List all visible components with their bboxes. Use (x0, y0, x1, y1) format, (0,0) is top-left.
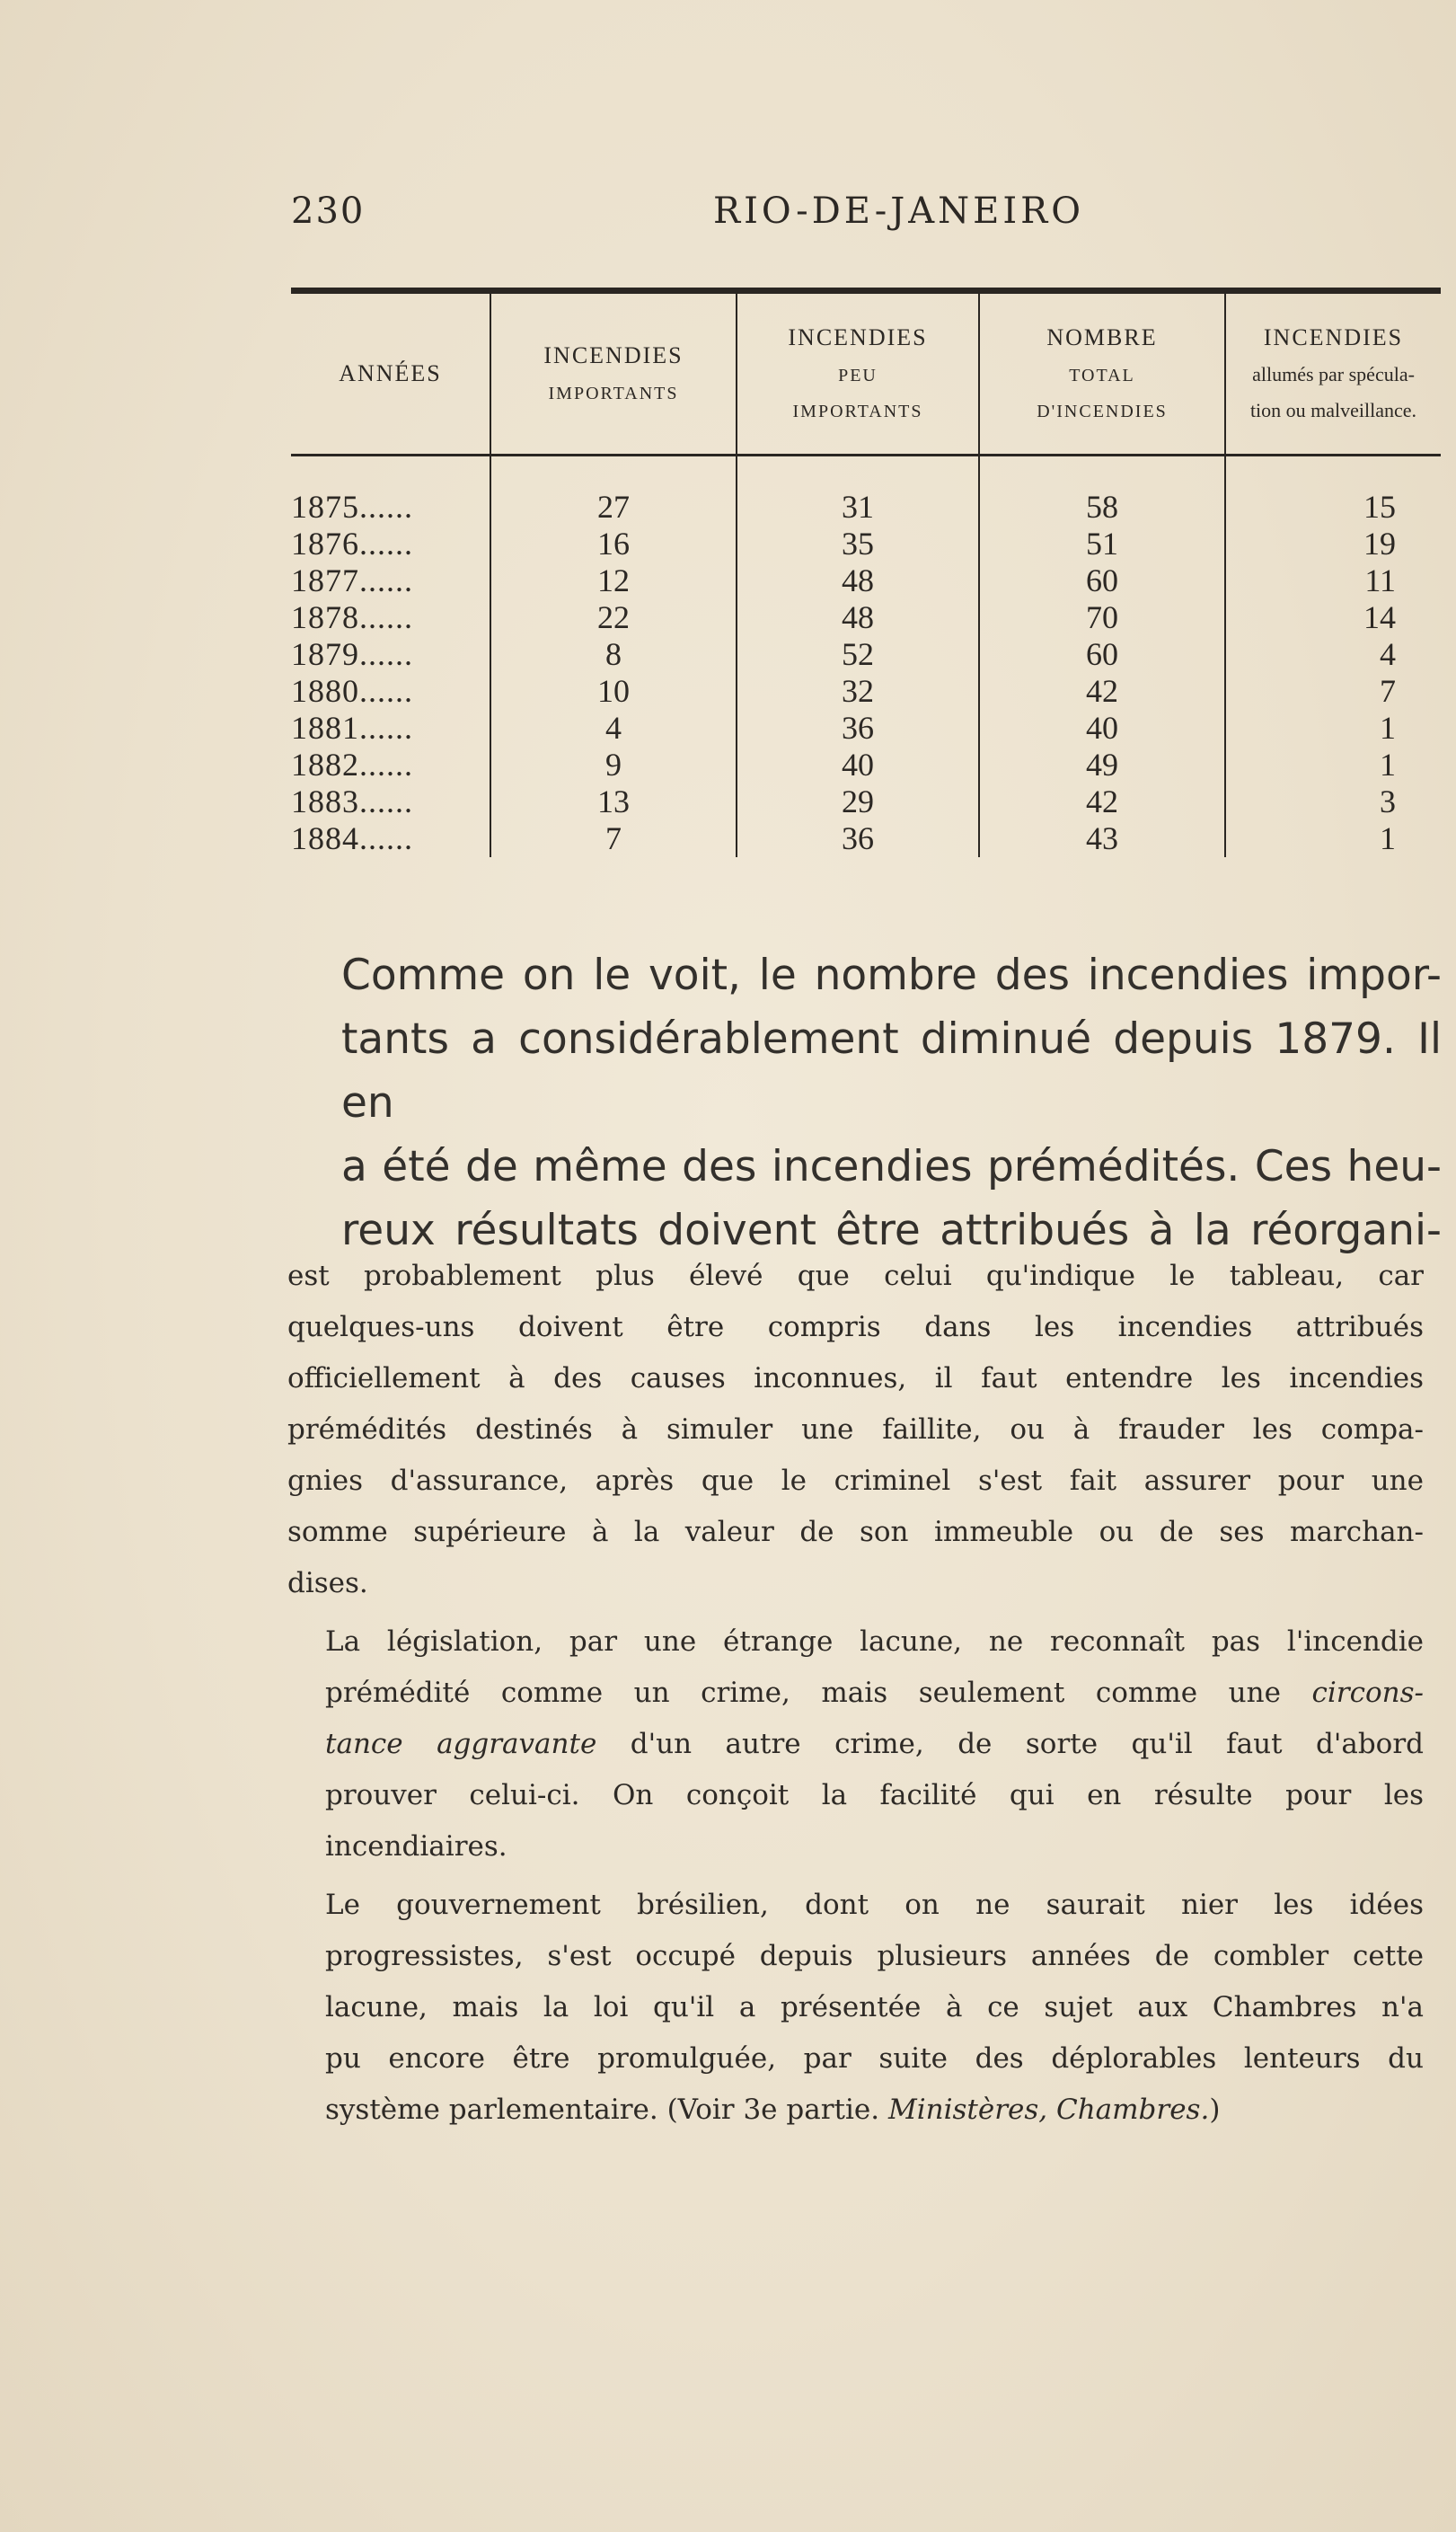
year-cell: 1880...... (291, 673, 413, 709)
table-row (291, 747, 1441, 784)
arson-fires-cell: 1 (1225, 710, 1441, 747)
footnote-line: officiellement à des causes inconnues, il faut entendre les incendies (287, 1362, 1424, 1394)
major-fires-cell: 16 (490, 526, 737, 562)
lead-line: a été de même des incendies prémédités. Ces heu- (341, 1142, 1442, 1191)
footnote-italic: Ministères, Chambres. (887, 2094, 1210, 2126)
major-fires-cell: 7 (490, 820, 737, 857)
arson-fires-cell: 3 (1225, 784, 1441, 820)
total-fires-cell: 40 (979, 710, 1225, 747)
arson-fires-cell: 11 (1225, 562, 1441, 599)
year-cell: 1875...... (291, 489, 413, 525)
header-major-fires: INCENDIES IMPORTANTS (490, 294, 737, 456)
table-body (291, 456, 1441, 858)
fires-table-wrapper (291, 288, 1441, 857)
year-cell: 1883...... (291, 784, 413, 819)
footnote-line: pu encore être promulguée, par suite des déplorables lenteurs du (325, 2042, 1424, 2075)
minor-fires-cell: 32 (737, 673, 979, 710)
table-row (291, 636, 1441, 673)
table-row (291, 710, 1441, 747)
table-top-rule (291, 288, 1441, 294)
arson-fires-cell: 7 (1225, 673, 1441, 710)
footnote-text: prémédité comme un crime, mais seulement comme une (325, 1677, 1281, 1709)
total-fires-cell: 60 (979, 636, 1225, 673)
total-fires-cell: 58 (979, 489, 1225, 526)
arson-fires-cell: 1 (1225, 747, 1441, 784)
total-fires-cell: 49 (979, 747, 1225, 784)
total-fires-cell: 42 (979, 784, 1225, 820)
footnote-line: gnies d'assurance, après que le criminel s'est fait assurer pour une (287, 1465, 1424, 1497)
total-fires-cell: 43 (979, 820, 1225, 857)
minor-fires-cell: 31 (737, 489, 979, 526)
page-number: 230 (291, 190, 366, 232)
header-arson-fires: INCENDIES allumés par spécula- tion ou malveillance. (1225, 294, 1441, 456)
major-fires-cell: 12 (490, 562, 737, 599)
major-fires-cell: 9 (490, 747, 737, 784)
table-spacer-row (291, 456, 1441, 490)
footnote-text: d'un autre crime, de sorte qu'il faut d'abord (630, 1728, 1424, 1760)
major-fires-cell: 13 (490, 784, 737, 820)
minor-fires-cell: 36 (737, 710, 979, 747)
arson-fires-cell: 19 (1225, 526, 1441, 562)
footnote-paragraph-3 (287, 1880, 1424, 2136)
footnote-line: est probablement plus élevé que celui qu'indique le tableau, car (287, 1260, 1424, 1292)
running-title: RIO-DE-JANEIRO (713, 190, 1085, 232)
footnote-line: Le gouvernement brésilien, dont on ne saurait nier les idées (325, 1889, 1424, 1921)
footnotes (287, 1251, 1424, 2143)
year-cell: 1878...... (291, 599, 413, 635)
header-minor-fires: INCENDIES PEU IMPORTANTS (737, 294, 979, 456)
footnote-line: prémédités destinés à simuler une faillite, ou à frauder les compa- (287, 1413, 1424, 1446)
lead-line: reux résultats doivent être attribués à la réorgani- (341, 1206, 1442, 1255)
major-fires-cell: 8 (490, 636, 737, 673)
minor-fires-cell: 48 (737, 562, 979, 599)
page-header (291, 190, 1441, 244)
minor-fires-cell: 52 (737, 636, 979, 673)
footnote-line: quelques-uns doivent être compris dans les incendies attribués (287, 1311, 1424, 1343)
lead-line: tants a considérablement diminué depuis 1879. Il en (341, 1014, 1442, 1128)
footnote-line (287, 1616, 1424, 1668)
year-cell: 1881...... (291, 710, 413, 746)
year-cell: 1884...... (291, 820, 413, 856)
footnote-paragraph-1 (287, 1251, 1424, 1609)
minor-fires-cell: 48 (737, 599, 979, 636)
table-row (291, 784, 1441, 820)
footnote-text: système parlementaire. (Voir 3e partie. (325, 2094, 880, 2126)
footnote-italic: tance aggravante (325, 1728, 597, 1760)
arson-fires-cell: 15 (1225, 489, 1441, 526)
minor-fires-cell: 35 (737, 526, 979, 562)
table-row (291, 673, 1441, 710)
table-row (291, 562, 1441, 599)
fires-statistics-table (291, 294, 1441, 857)
major-fires-cell: 4 (490, 710, 737, 747)
total-fires-cell: 60 (979, 562, 1225, 599)
total-fires-cell: 70 (979, 599, 1225, 636)
footnote-line: dises. (287, 1567, 368, 1599)
minor-fires-cell: 29 (737, 784, 979, 820)
footnote-line: lacune, mais la loi qu'il a présentée à ce sujet aux Chambres n'a (325, 1991, 1424, 2023)
footnote-line (287, 2085, 1424, 2136)
table-row (291, 489, 1441, 526)
arson-fires-cell: 4 (1225, 636, 1441, 673)
year-cell: 1877...... (291, 562, 413, 598)
footnote-line: prouver celui-ci. On conçoit la facilité qui en résulte pour les (325, 1779, 1424, 1811)
year-cell: 1879...... (291, 636, 413, 672)
footnote-line: progressistes, s'est occupé depuis plusieurs années de combler cette (325, 1940, 1424, 1972)
header-years: ANNÉES (291, 294, 490, 456)
footnote-text: ) (1209, 2094, 1221, 2126)
year-cell: 1876...... (291, 526, 413, 562)
footnote-line (287, 1668, 1424, 1719)
minor-fires-cell: 40 (737, 747, 979, 784)
total-fires-cell: 42 (979, 673, 1225, 710)
table-row (291, 820, 1441, 857)
arson-fires-cell: 14 (1225, 599, 1441, 636)
table-row (291, 526, 1441, 562)
lead-paragraph (341, 943, 1442, 1262)
major-fires-cell: 10 (490, 673, 737, 710)
arson-fires-cell: 1 (1225, 820, 1441, 857)
footnote-line: incendiaires. (325, 1830, 507, 1863)
footnote-line (287, 1719, 1424, 1770)
footnote-paragraph-2 (287, 1616, 1424, 1872)
footnote-italic: circons- (1311, 1677, 1425, 1709)
major-fires-cell: 22 (490, 599, 737, 636)
total-fires-cell: 51 (979, 526, 1225, 562)
year-cell: 1882...... (291, 747, 413, 783)
table-header-row (291, 294, 1441, 456)
minor-fires-cell: 36 (737, 820, 979, 857)
lead-line: Comme on le voit, le nombre des incendies impor- (341, 951, 1442, 1000)
major-fires-cell: 27 (490, 489, 737, 526)
header-total-fires: NOMBRE TOTAL D'INCENDIES (979, 294, 1225, 456)
table-row (291, 599, 1441, 636)
footnote-line: somme supérieure à la valeur de son immeuble ou de ses marchan- (287, 1516, 1424, 1548)
footnote-text: La législation, par une étrange lacune, ne reconnaît pas l'incendie (325, 1625, 1424, 1658)
